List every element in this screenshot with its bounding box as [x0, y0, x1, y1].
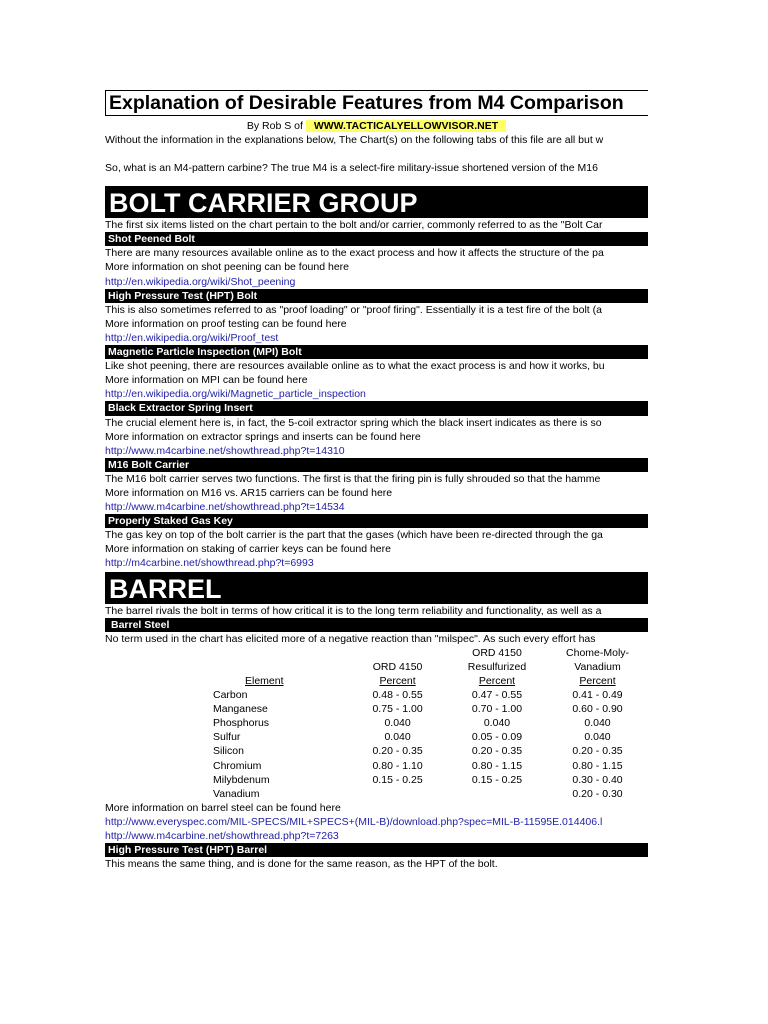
- table-cell: Silicon: [213, 745, 244, 758]
- intro-paragraph-1: Without the information in the explanations below, The Chart(s) on the following tabs of this file are all but w: [105, 134, 604, 146]
- table-cell: 0.15 - 0.25: [372, 773, 423, 786]
- table-header-cell: [348, 646, 447, 660]
- table-row: [213, 744, 648, 758]
- item-header: Black Extractor Spring Insert: [105, 401, 648, 415]
- table-cell: 0.20 - 0.35: [572, 745, 623, 758]
- table-row: [213, 730, 648, 744]
- bcg-item: [105, 289, 648, 345]
- byline: [105, 119, 648, 133]
- table-cell: 0.040: [384, 731, 411, 744]
- spreadsheet-page: [105, 90, 648, 871]
- spacer: [105, 147, 648, 161]
- item-text: The gas key on top of the bolt carrier is the part that the gases (which have been re-directed through the ga: [105, 529, 603, 542]
- table-cell: [447, 787, 547, 801]
- table-header-cell: Percent: [379, 675, 416, 687]
- item-text: There are many resources available online as to the exact process and how it affects the structure of the pa: [105, 247, 604, 260]
- table-row: [213, 773, 648, 787]
- section-heading-bolt-carrier-group: BOLT CARRIER GROUP: [105, 186, 648, 218]
- bcg-intro: The first six items listed on the chart pertain to the bolt and/or carrier, commonly referred to as the "Bolt Car: [105, 219, 603, 232]
- table-cell: 0.47 - 0.55: [471, 689, 523, 702]
- item-header: Shot Peened Bolt: [105, 232, 648, 246]
- table-cell: 0.040: [584, 717, 611, 730]
- item-more-info: More information on proof testing can be found here: [105, 317, 347, 330]
- table-header-cell: ORD 4150: [472, 646, 522, 659]
- table-header-row: [213, 674, 648, 688]
- table-row: [213, 716, 648, 730]
- table-header-cell: Element: [245, 675, 284, 687]
- barrel-steel-link-1[interactable]: http://www.everyspec.com/MIL-SPECS/MIL+SPECS+(MIL-B)/download.php?spec=MIL-B-11595E.014406.l: [105, 815, 603, 828]
- table-cell: 0.75 - 1.00: [372, 703, 423, 716]
- table-cell: 0.20 - 0.30: [572, 787, 623, 800]
- byline-prefix: By Rob S of: [246, 120, 303, 132]
- table-cell: 0.48 - 0.55: [372, 689, 423, 702]
- item-link[interactable]: http://www.m4carbine.net/showthread.php?t=14310: [105, 444, 345, 457]
- item-link[interactable]: http://en.wikipedia.org/wiki/Shot_peening: [105, 275, 296, 288]
- table-cell: 0.040: [584, 731, 611, 744]
- item-text: Like shot peening, there are resources available online as to what the exact process is and how it works, bu: [105, 360, 605, 373]
- table-cell: 0.040: [483, 717, 511, 730]
- item-link[interactable]: http://en.wikipedia.org/wiki/Proof_test: [105, 331, 279, 344]
- item-text: The M16 bolt carrier serves two functions. The first is that the firing pin is fully shrouded so that the hamme: [105, 472, 601, 485]
- page-title: Explanation of Desirable Features from M4 Comparison: [105, 90, 648, 116]
- table-cell: 0.80 - 1.15: [572, 759, 623, 772]
- item-header: M16 Bolt Carrier: [105, 458, 648, 472]
- table-cell: Milybdenum: [213, 773, 270, 786]
- table-header-row: [213, 646, 648, 660]
- bcg-item: [105, 514, 648, 570]
- table-header-cell: [213, 660, 348, 674]
- item-more-info: More information on shot peening can be found here: [105, 261, 349, 274]
- item-more-info: More information on extractor springs and inserts can be found here: [105, 430, 421, 443]
- bcg-item: [105, 345, 648, 401]
- item-header: Magnetic Particle Inspection (MPI) Bolt: [105, 345, 648, 359]
- barrel-steel-header: Barrel Steel: [105, 618, 648, 632]
- barrel-intro: The barrel rivals the bolt in terms of how critical it is to the long term reliability and functionality, as well as a: [105, 604, 602, 617]
- item-more-info: More information on M16 vs. AR15 carriers can be found here: [105, 486, 393, 499]
- table-header-cell: Vanadium: [574, 660, 621, 673]
- table-header-cell: Percent: [579, 675, 616, 687]
- table-cell: 0.70 - 1.00: [471, 703, 523, 716]
- table-header-cell: [213, 646, 348, 660]
- site-link[interactable]: WWW.TACTICALYELLOWVISOR.NET: [306, 120, 506, 132]
- spacer: [105, 175, 648, 186]
- table-cell: 0.80 - 1.15: [471, 759, 523, 772]
- table-row: [213, 759, 648, 773]
- item-more-info: More information on staking of carrier keys can be found here: [105, 543, 391, 556]
- table-cell: 0.040: [384, 717, 411, 730]
- item-text: This is also sometimes referred to as "proof loading" or "proof firing". Essentially it is a test fire of the bolt (a: [105, 303, 602, 316]
- table-header-cell: Resulfurized: [467, 660, 527, 673]
- table-header-cell: Chome-Moly-: [566, 646, 630, 659]
- table-cell: 0.15 - 0.25: [471, 773, 523, 786]
- table-row: [213, 688, 648, 702]
- table-cell: 0.20 - 0.35: [471, 745, 523, 758]
- barrel-steel-link-2[interactable]: http://www.m4carbine.net/showthread.php?t=7263: [105, 830, 339, 843]
- table-cell: 0.60 - 0.90: [572, 703, 623, 716]
- table-row: [213, 702, 648, 716]
- bcg-item: [105, 401, 648, 457]
- table-cell: 0.41 - 0.49: [572, 689, 623, 702]
- table-cell: 0.05 - 0.09: [471, 731, 523, 744]
- table-cell: Carbon: [213, 689, 248, 702]
- barrel-steel-text: No term used in the chart has elicited more of a negative reaction than "milspec". As such every effort has: [105, 632, 596, 645]
- table-cell: Phosphorus: [213, 717, 270, 730]
- table-cell: [348, 787, 447, 801]
- item-text: The crucial element here is, in fact, the 5-coil extractor spring which the black insert indicates as there is so: [105, 416, 602, 429]
- barrel-steel-more-info: More information on barrel steel can be found here: [105, 801, 341, 814]
- item-more-info: More information on MPI can be found here: [105, 374, 308, 387]
- table-header-cell: Percent: [478, 675, 516, 687]
- table-cell: Chromium: [213, 759, 262, 772]
- table-cell: 0.30 - 0.40: [572, 773, 623, 786]
- table-cell: 0.20 - 0.35: [372, 745, 423, 758]
- table-cell: Manganese: [213, 703, 268, 716]
- table-cell: Sulfur: [213, 731, 241, 744]
- hpt-barrel-header: High Pressure Test (HPT) Barrel: [105, 843, 648, 857]
- item-link[interactable]: http://m4carbine.net/showthread.php?t=6993: [105, 557, 314, 570]
- hpt-barrel-text: This means the same thing, and is done for the same reason, as the HPT of the bolt.: [105, 858, 498, 871]
- table-row: [213, 787, 648, 801]
- intro-paragraph-2: So, what is an M4-pattern carbine? The true M4 is a select-fire military-issue shortened version of the M16: [105, 162, 598, 175]
- item-header: Properly Staked Gas Key: [105, 514, 648, 528]
- table-header-cell: ORD 4150: [372, 660, 423, 673]
- item-link[interactable]: http://www.m4carbine.net/showthread.php?t=14534: [105, 501, 345, 514]
- barrel-steel-table: [213, 646, 648, 801]
- table-cell: 0.80 - 1.10: [372, 759, 423, 772]
- item-link[interactable]: http://en.wikipedia.org/wiki/Magnetic_particle_inspection: [105, 388, 366, 401]
- item-header: High Pressure Test (HPT) Bolt: [105, 289, 648, 303]
- bcg-item: [105, 458, 648, 514]
- section-heading-barrel: BARREL: [105, 572, 648, 604]
- bcg-item: [105, 232, 648, 288]
- table-cell: Vanadium: [213, 787, 260, 800]
- table-header-row: [213, 660, 648, 674]
